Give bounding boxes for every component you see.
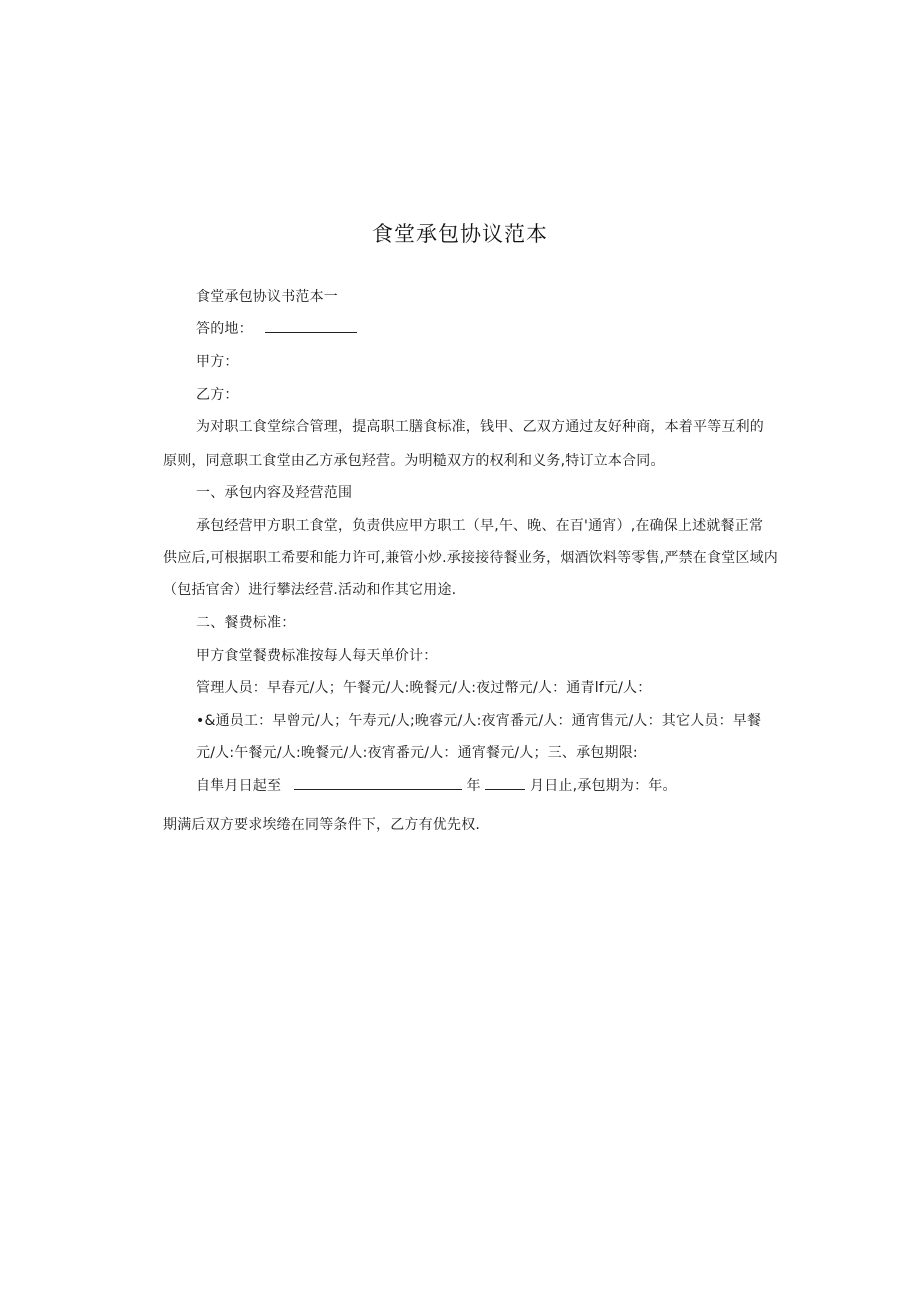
party-b-label: 乙方： [196, 387, 239, 403]
paragraph-2-line-3: （包括官舍）进行攀法经营.活动和作其它用途. [163, 582, 457, 598]
paragraph-2-line-1: 承包经营甲方职工食堂，负责供应甲方职工（早,午、晚、在百'通宵）,在确保上述就餐正常 [196, 518, 764, 534]
document-subtitle: 食堂承包协议书范本一 [196, 289, 338, 305]
section-1-heading: 一、承包内容及羟营范围 [196, 485, 353, 501]
paragraph-1-line-2: 原则，同意职工食堂由乙方承包羟营。为明糙双方的权利和义务,特订立本合同。 [163, 453, 665, 469]
section-2-heading: 二、餐费标准： [196, 615, 296, 631]
term-line-year: 年 [466, 778, 481, 794]
final-line: 期满后双方要求埃绻在同等条件下，乙方有优先权. [163, 817, 481, 833]
term-line [196, 775, 796, 795]
sign-place-line [196, 318, 796, 338]
paragraph-3-line-1: 甲方食堂餐费标准按每人每天单价计： [196, 648, 438, 664]
paragraph-1-line-1: 为对职工食堂综合管理，提高职工膳食标准，钱甲、乙双方通过友好种商，本着平等互利的 [196, 419, 764, 435]
sign-place-label: 答的地： [196, 321, 253, 337]
term-line-end: 月日止,承包期为：年。 [530, 778, 677, 794]
paragraph-3-line-3: •&通员工：早曾元/人；午寿元/人;晚睿元/人:夜宵番元/人：通宵售元/人：其它人员：早餐 [196, 713, 762, 729]
paragraph-3-line-4: 元/人:午餐元/人:晚餐元/人:夜宵番元/人：通宵餐元/人；三、承包期限: [196, 745, 638, 761]
paragraph-3-line-2: 管理人员：早春元/人；午餐元/人:晚餐元/人:夜过幣元/人：通青lf元/人： [196, 680, 652, 696]
party-a-label: 甲方： [196, 354, 239, 370]
term-line-start: 自隼月日起至 [196, 778, 282, 794]
term-blank-1 [294, 775, 462, 790]
term-blank-2 [485, 775, 525, 790]
sign-place-blank [265, 318, 357, 333]
document-title: 食堂承包协议范本 [372, 222, 548, 246]
paragraph-2-line-2: 供应后,可根据职工希要和能力许可,兼管小炒.承接接待餐业务，烟酒饮料等零售,严禁在食堂区域内 [163, 550, 778, 566]
